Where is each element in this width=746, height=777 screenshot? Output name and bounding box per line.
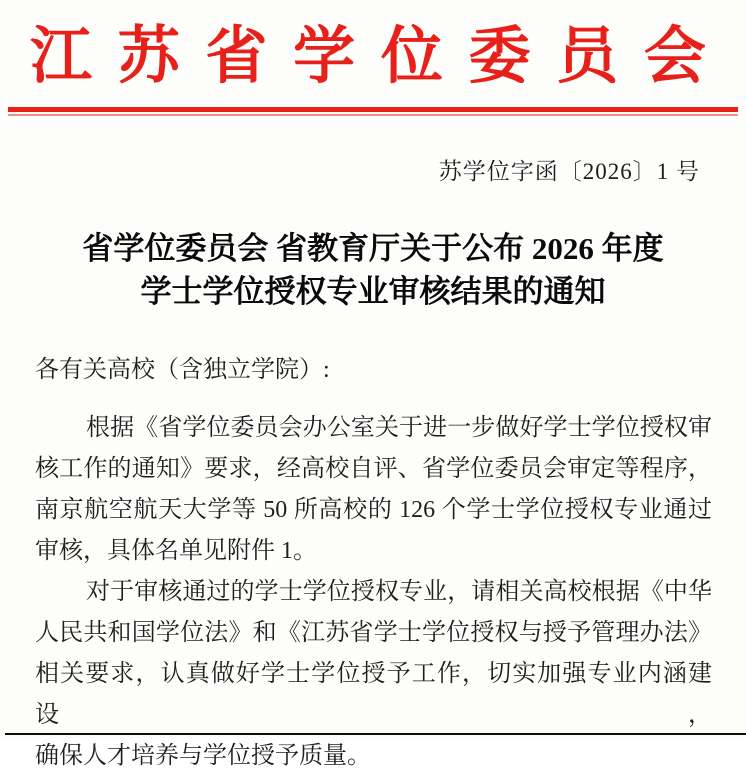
document-reference-number: 苏学位字函〔2026〕1 号 <box>438 159 700 184</box>
notice-title-line-2: 学士学位授权专业审核结果的通知 <box>140 274 606 309</box>
red-rule-thick-line <box>8 107 738 112</box>
notice-title-line-1: 省学位委员会 省教育厅关于公布 2026 年度 <box>82 231 664 266</box>
red-separator-rule <box>8 107 738 116</box>
paragraph-2-line-3: 相关要求，认真做好学士学位授予工作，切实加强专业内涵建设， <box>35 661 712 728</box>
paragraph-2-line-2: 人民共和国学位法》和《江苏省学士学位授权与授予管理办法》 <box>35 620 712 646</box>
document-body <box>35 352 712 777</box>
letterhead-char: 会 <box>643 23 706 91</box>
letterhead-char: 委 <box>468 23 531 91</box>
letterhead-char: 员 <box>556 23 619 91</box>
letterhead-char: 学 <box>293 23 356 91</box>
letterhead-org-name <box>30 20 706 94</box>
paragraph-2-line-1: 对于审核通过的学士学位授权专业，请相关高校根据《中华 <box>86 579 712 605</box>
paragraph-1-line-2: 核工作的通知》要求，经高校自评、省学位委员会审定等程序， <box>35 456 712 482</box>
paragraph-1-line-1: 根据《省学位委员会办公室关于进一步做好学士学位授权审 <box>86 415 712 441</box>
notice-title <box>0 227 746 313</box>
letterhead-char: 苏 <box>117 23 180 91</box>
paragraph-1 <box>35 408 712 572</box>
salutation-line: 各有关高校（含独立学院）: <box>35 357 330 383</box>
paragraph-1-line-4: 审核，具体名单见附件 1。 <box>35 538 317 564</box>
letterhead-char: 位 <box>380 23 443 91</box>
red-rule-thin-line <box>8 114 738 116</box>
page-bottom-rule <box>5 733 746 735</box>
paragraph-1-line-3: 南京航空航天大学等 50 所高校的 126 个学士学位授权专业通过 <box>35 497 712 523</box>
paragraph-2-line-4: 确保人才培养与学位授予质量。 <box>35 743 371 769</box>
paragraph-2 <box>35 572 712 777</box>
letterhead-char: 省 <box>205 23 268 91</box>
letterhead-char: 江 <box>30 23 93 91</box>
